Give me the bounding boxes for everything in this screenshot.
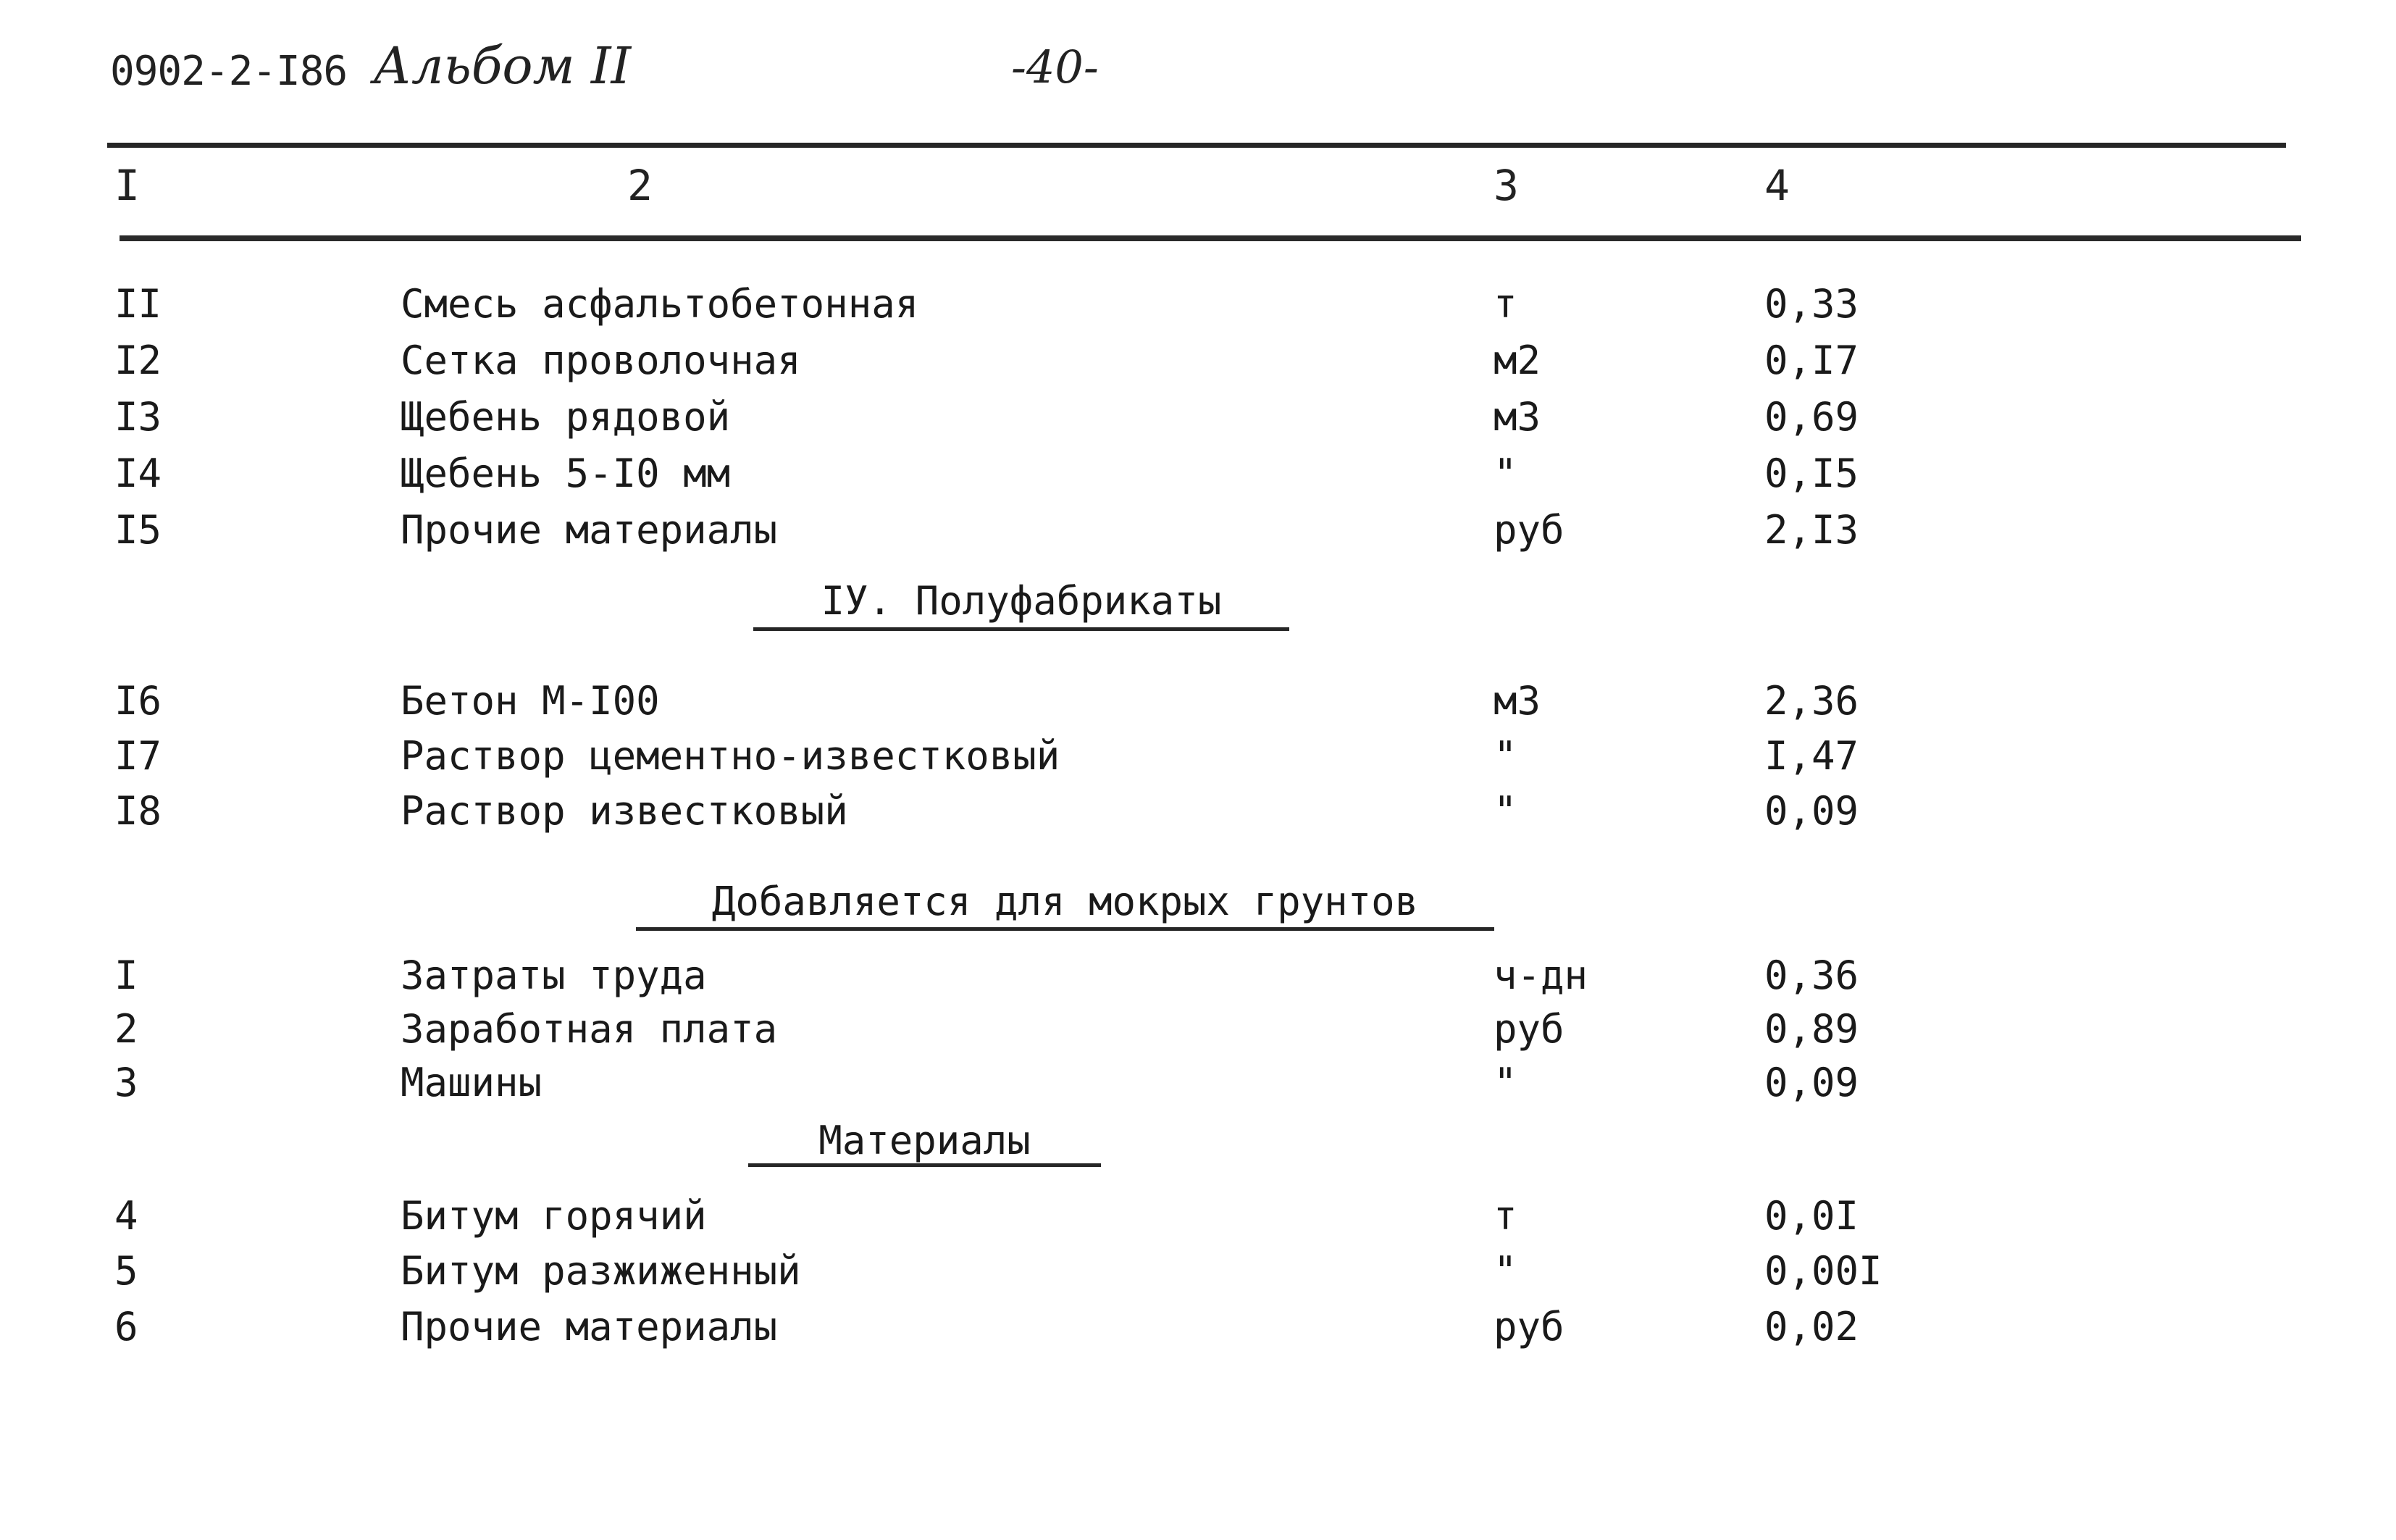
- row-number: I7: [114, 733, 162, 779]
- row-unit: ": [1494, 451, 1517, 496]
- row-number: I6: [114, 678, 162, 724]
- row-unit: м2: [1494, 338, 1541, 383]
- section-underline: [636, 927, 1494, 931]
- row-number: I: [114, 953, 138, 998]
- row-value: 0,02: [1764, 1304, 1859, 1349]
- row-value: 0,36: [1764, 953, 1859, 998]
- row-number: I8: [114, 788, 162, 834]
- row-number: 4: [114, 1193, 138, 1239]
- section-title-materials: Материалы: [818, 1118, 1031, 1163]
- document-code: 0902-2-I86: [110, 48, 348, 95]
- row-unit: ": [1494, 1060, 1517, 1105]
- section-title-wet-soils: Добавляется для мокрых грунтов: [711, 879, 1419, 924]
- page-number: -40-: [1011, 41, 1099, 93]
- row-name: Щебень 5-I0 мм: [401, 451, 731, 496]
- row-name: Раствор известковый: [401, 788, 848, 834]
- row-value: 0,0I: [1764, 1193, 1859, 1239]
- row-name: Битум горячий: [401, 1193, 707, 1239]
- table-row: [0, 950, 2396, 1001]
- row-name: Раствор цементно-известковый: [401, 733, 1060, 779]
- table-header-rule: [120, 235, 2301, 241]
- row-unit: ": [1494, 1248, 1517, 1294]
- table-row: [0, 1004, 2396, 1055]
- row-unit: руб: [1494, 1006, 1564, 1052]
- table-row: [0, 1058, 2396, 1108]
- section-title-semifinished: IУ. Полуфабрикаты: [821, 578, 1222, 624]
- column-header-4: 4: [1764, 161, 1790, 210]
- row-value: 0,00I: [1764, 1248, 1882, 1294]
- table-row: [0, 731, 2396, 782]
- row-name: Затраты труда: [401, 953, 707, 998]
- table-row: [0, 448, 2396, 499]
- table-row: [0, 1191, 2396, 1242]
- row-number: 3: [114, 1060, 138, 1105]
- row-name: Прочие материалы: [401, 1304, 778, 1349]
- column-header-1: I: [114, 161, 140, 210]
- row-unit: м3: [1494, 394, 1541, 440]
- row-name: Щебень рядовой: [401, 394, 731, 440]
- row-name: Битум разжиженный: [401, 1248, 801, 1294]
- row-unit: руб: [1494, 507, 1564, 553]
- table-row: [0, 676, 2396, 727]
- row-value: 0,09: [1764, 788, 1859, 834]
- column-header-2: 2: [627, 161, 653, 210]
- row-number: 2: [114, 1006, 138, 1052]
- row-unit: м3: [1494, 678, 1541, 724]
- row-number: 6: [114, 1304, 138, 1349]
- row-unit: т: [1494, 281, 1517, 327]
- table-row: [0, 279, 2396, 330]
- row-name: Прочие материалы: [401, 507, 778, 553]
- row-name: Заработная плата: [401, 1006, 778, 1052]
- row-number: I5: [114, 507, 162, 553]
- row-number: II: [114, 281, 162, 327]
- row-value: 0,69: [1764, 394, 1859, 440]
- row-name: Сетка проволочная: [401, 338, 801, 383]
- row-value: 0,33: [1764, 281, 1859, 327]
- row-unit: ": [1494, 733, 1517, 779]
- row-number: I4: [114, 451, 162, 496]
- row-value: 0,I7: [1764, 338, 1859, 383]
- row-unit: руб: [1494, 1304, 1564, 1349]
- table-row: [0, 335, 2396, 386]
- column-header-3: 3: [1494, 161, 1519, 210]
- row-unit: ч-дн: [1494, 953, 1588, 998]
- row-value: 0,I5: [1764, 451, 1859, 496]
- table-row: [0, 505, 2396, 556]
- album-label: Альбом II: [373, 36, 632, 96]
- row-name: Бетон М-I00: [401, 678, 660, 724]
- row-number: I3: [114, 394, 162, 440]
- table-row: [0, 392, 2396, 443]
- row-value: 2,36: [1764, 678, 1859, 724]
- row-name: Смесь асфальтобетонная: [401, 281, 919, 327]
- section-underline: [748, 1163, 1101, 1167]
- row-number: 5: [114, 1248, 138, 1294]
- table-row: [0, 786, 2396, 837]
- row-number: I2: [114, 338, 162, 383]
- row-value: I,47: [1764, 733, 1859, 779]
- table-row: [0, 1246, 2396, 1297]
- row-value: 0,89: [1764, 1006, 1859, 1052]
- table-top-rule: [107, 143, 2286, 148]
- table-row: [0, 1302, 2396, 1352]
- row-unit: ": [1494, 788, 1517, 834]
- row-unit: т: [1494, 1193, 1517, 1239]
- row-name: Машины: [401, 1060, 543, 1105]
- section-underline: [753, 627, 1289, 631]
- row-value: 2,I3: [1764, 507, 1859, 553]
- row-value: 0,09: [1764, 1060, 1859, 1105]
